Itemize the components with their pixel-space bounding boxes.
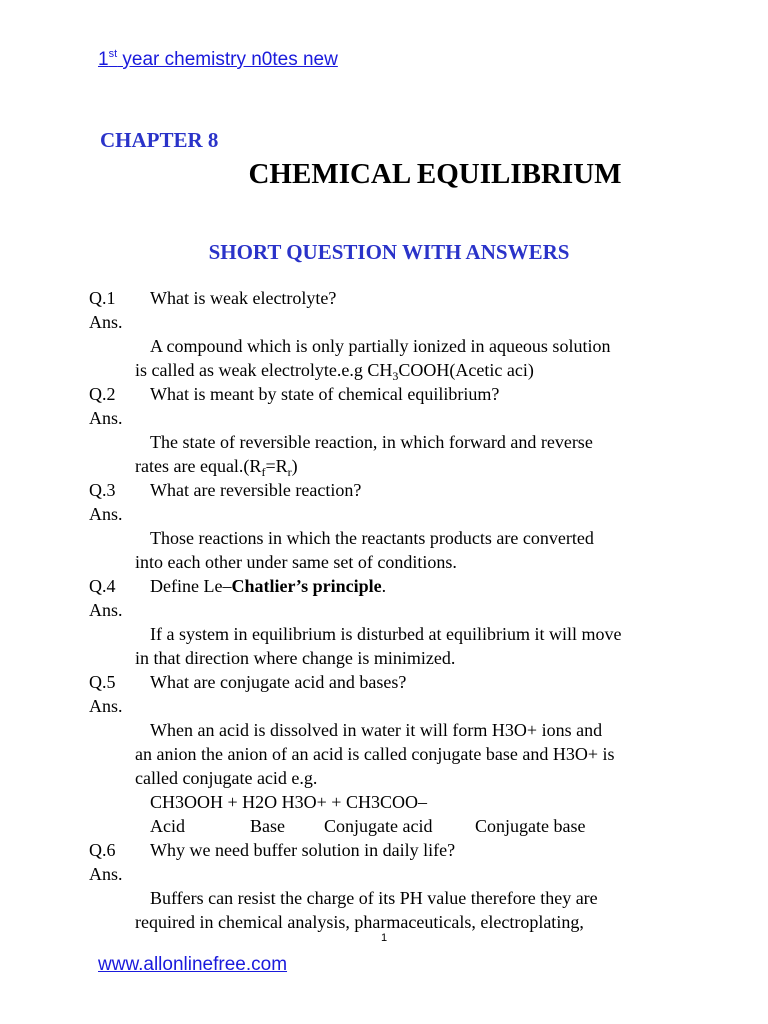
q1-ans-label: Ans. (89, 312, 123, 332)
q1-question: What is weak electrolyte? (150, 288, 337, 308)
chapter-label: CHAPTER 8 (100, 128, 219, 152)
q4-ans-label: Ans. (89, 600, 123, 620)
header-link[interactable] (98, 49, 338, 71)
q5-label-base: Base (250, 816, 285, 836)
page-title: CHEMICAL EQUILIBRIUM (248, 158, 622, 190)
q5-equation: CH3OOH + H2O H3O+ + CH3COO– (150, 792, 427, 812)
q5-answer-line2: an anion the anion of an acid is called conjugate base and H3O+ is (135, 744, 615, 764)
q3-number: Q.3 (89, 480, 116, 500)
q2-answer-line1: The state of reversible reaction, in which forward and reverse (150, 432, 593, 452)
q6-number: Q.6 (89, 840, 116, 860)
q4-number: Q.4 (89, 576, 116, 596)
q4-question (150, 574, 386, 598)
footer-link[interactable]: www.allonlinefree.com (98, 954, 288, 975)
q3-question: What are reversible reaction? (150, 480, 362, 500)
q4-answer-line2: in that direction where change is minimized. (135, 648, 456, 668)
page-number: 1 (380, 932, 388, 944)
q3-ans-label: Ans. (89, 504, 123, 524)
q2-ans-label: Ans. (89, 408, 123, 428)
q3-answer-line1: Those reactions in which the reactants products are converted (150, 528, 594, 548)
q1-answer-line2 (135, 358, 534, 382)
q2-subscript-r: r (287, 465, 292, 479)
q2-answer-text: rates are equal.(R (135, 456, 262, 476)
q1-answer-line1: A compound which is only partially ionized in aqueous solution (150, 336, 611, 356)
q6-question: Why we need buffer solution in daily life? (150, 840, 456, 860)
q5-label-acid: Acid (150, 816, 185, 836)
q4-answer-line1: If a system in equilibrium is disturbed at equilibrium it will move (150, 624, 622, 644)
q2-answer-mid: =R (265, 456, 288, 476)
header-link-sup: st (108, 48, 118, 60)
q1-number: Q.1 (89, 288, 116, 308)
q2-subscript-f: f (261, 465, 266, 479)
q5-ans-label: Ans. (89, 696, 123, 716)
q5-question: What are conjugate acid and bases? (150, 672, 407, 692)
header-link-prefix: 1 (98, 49, 109, 70)
q6-answer-line1: Buffers can resist the charge of its PH value therefore they are (150, 888, 598, 908)
q5-label-conj-acid: Conjugate acid (324, 816, 433, 836)
q6-answer-line2: required in chemical analysis, pharmaceuticals, electroplating, (135, 912, 584, 932)
section-subtitle: SHORT QUESTION WITH ANSWERS (208, 240, 570, 264)
q5-label-conj-base: Conjugate base (475, 816, 586, 836)
q2-question: What is meant by state of chemical equilibrium? (150, 384, 500, 404)
q1-answer-text: is called as weak electrolyte.e.g CH (135, 360, 393, 380)
q4-question-pre: Define Le– (150, 576, 232, 596)
q5-answer-line3: called conjugate acid e.g. (135, 768, 318, 788)
q1-answer-text-end: COOH(Acetic aci) (398, 360, 534, 380)
q6-ans-label: Ans. (89, 864, 123, 884)
q4-question-bold: Chatlier’s principle (231, 576, 382, 596)
header-link-text: year chemistry n0tes new (117, 49, 338, 70)
q2-answer-end: ) (291, 456, 298, 476)
q1-subscript: 3 (392, 369, 399, 383)
q2-number: Q.2 (89, 384, 116, 404)
q5-answer-line1: When an acid is dissolved in water it will form H3O+ ions and (150, 720, 603, 740)
q3-answer-line2: into each other under same set of conditions. (135, 552, 457, 572)
q5-number: Q.5 (89, 672, 116, 692)
q4-question-post: . (381, 576, 387, 596)
q2-answer-line2 (135, 454, 298, 478)
